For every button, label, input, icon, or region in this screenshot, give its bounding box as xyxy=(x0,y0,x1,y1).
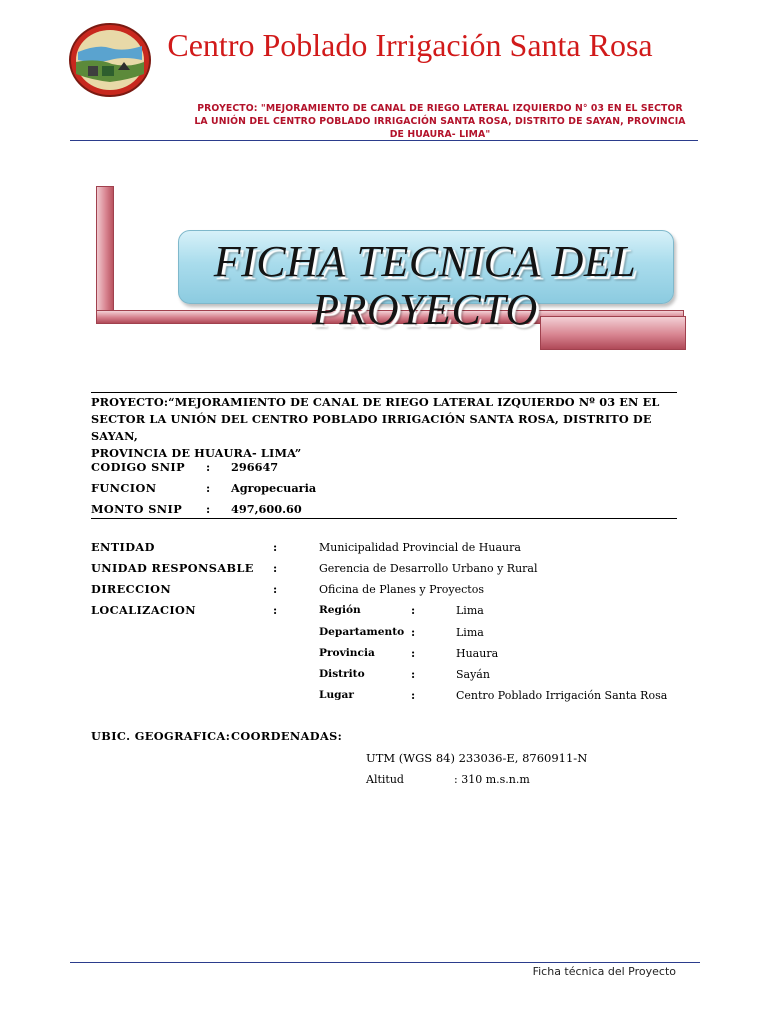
header-project-line: DE HUAURA- LIMA" xyxy=(389,129,491,140)
region-value: Lima xyxy=(456,604,484,617)
place-label: Lugar xyxy=(319,689,355,701)
province-sep: : xyxy=(411,646,416,660)
function-label: FUNCION xyxy=(91,481,157,495)
project-line: PROVINCIA DE HUAURA- LIMA” xyxy=(91,446,302,460)
district-label: Distrito xyxy=(319,668,365,680)
footer-divider xyxy=(70,962,700,963)
direction-sep: : xyxy=(273,582,278,596)
province-label: Provincia xyxy=(319,647,375,659)
responsible-unit-label: UNIDAD RESPONSABLE xyxy=(91,561,254,575)
project-description xyxy=(91,394,691,462)
altitude-label: Altitud xyxy=(366,773,404,786)
direction-value: Oficina de Planes y Proyectos xyxy=(319,583,484,596)
header-project-line: PROYECTO: "MEJORAMIENTO DE CANAL DE RIEGO LATERAL IZQUIERDO N° 03 EN EL SECTOR xyxy=(197,103,683,114)
department-sep: : xyxy=(411,625,416,639)
municipality-logo xyxy=(68,22,152,98)
entity-label: ENTIDAD xyxy=(91,540,155,554)
header-title: Centro Poblado Irrigación Santa Rosa xyxy=(167,27,653,63)
place-sep: : xyxy=(411,688,416,702)
header-project-line: LA UNIÓN DEL CENTRO POBLADO IRRIGACIÓN SANTA ROSA, DISTRITO DE SAYAN, PROVINCIA xyxy=(194,116,686,127)
project-line: SECTOR LA UNIÓN DEL CENTRO POBLADO IRRIGACIÓN SANTA ROSA, DISTRITO DE SAYAN, xyxy=(91,412,652,443)
function-value: Agropecuaria xyxy=(231,481,317,495)
header-project-description xyxy=(180,102,700,141)
snip-amount-label: MONTO SNIP xyxy=(91,502,183,516)
location-label: LOCALIZACION xyxy=(91,603,197,617)
department-label: Departamento xyxy=(319,626,405,638)
snip-code-label: CODIGO SNIP xyxy=(91,460,185,474)
district-value: Sayán xyxy=(456,668,490,681)
document-title-line: PROYECTO xyxy=(312,285,538,334)
province-value: Huaura xyxy=(456,647,499,660)
banner-decoration-vertical xyxy=(96,186,114,324)
place-value: Centro Poblado Irrigación Santa Rosa xyxy=(456,689,668,702)
region-sep: : xyxy=(411,603,416,617)
function-sep: : xyxy=(206,481,211,495)
snip-code-value: 296647 xyxy=(231,460,279,474)
document-title xyxy=(170,238,680,334)
district-sep: : xyxy=(411,667,416,681)
section-divider xyxy=(91,518,677,519)
snip-amount-value: 497,600.60 xyxy=(231,502,302,516)
entity-sep: : xyxy=(273,540,278,554)
altitude-value: : 310 m.s.n.m xyxy=(454,773,530,786)
project-line: PROYECTO:“MEJORAMIENTO DE CANAL DE RIEGO LATERAL IZQUIERDO Nº 03 EN EL xyxy=(91,395,660,409)
utm-coordinates: UTM (WGS 84) 233036-E, 8760911-N xyxy=(366,751,588,765)
snip-amount-sep: : xyxy=(206,502,211,516)
responsible-unit-sep: : xyxy=(273,561,278,575)
header-divider xyxy=(70,140,698,141)
entity-value: Municipalidad Provincial de Huaura xyxy=(319,541,521,554)
department-value: Lima xyxy=(456,626,484,639)
direction-label: DIRECCION xyxy=(91,582,172,596)
footer-text: Ficha técnica del Proyecto xyxy=(532,965,676,978)
coordinates-label: COORDENADAS: xyxy=(231,729,343,743)
location-sep: : xyxy=(273,603,278,617)
responsible-unit-value: Gerencia de Desarrollo Urbano y Rural xyxy=(319,562,538,575)
section-divider xyxy=(91,392,677,393)
region-label: Región xyxy=(319,604,361,616)
document-title-line: FICHA TECNICA DEL xyxy=(213,237,637,286)
geo-location-label: UBIC. GEOGRAFICA: xyxy=(91,729,231,743)
snip-code-sep: : xyxy=(206,460,211,474)
